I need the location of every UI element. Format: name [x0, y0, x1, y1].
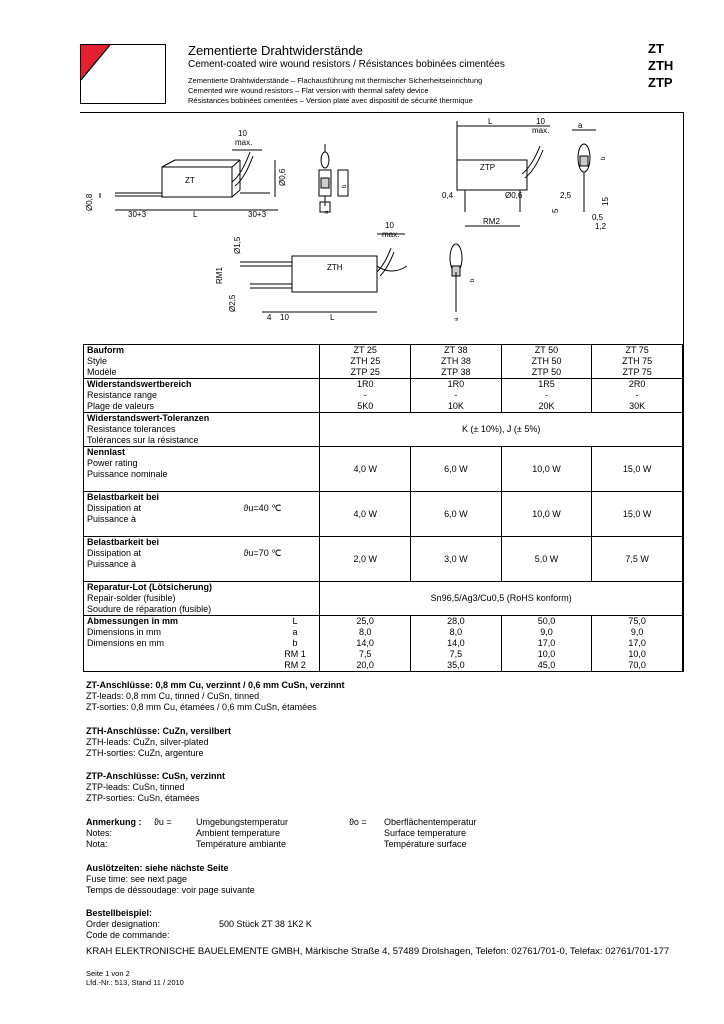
diss40-col-2: 6,0 W [411, 492, 502, 537]
dims-col-4: 75,0 9,0 17,0 10,0 70,0 [592, 616, 683, 672]
diss70-col-3: 5,0 W [501, 537, 592, 582]
tolerance-label: Widerstandswert-Toleranzen Resistance tolerances Tolérances sur la résistance [84, 413, 320, 447]
diss40-label: Belastbarkeit bei Dissipation at ϑu=40 ℃ Puissance à [84, 492, 320, 537]
description-fr: Résistances bobinées cimentées – Version plate avec dispositif de sécurité thermique [188, 96, 473, 105]
ztp-d7: 1,2 [595, 222, 607, 231]
range-col-4: 2R0 - 30K [592, 379, 683, 413]
code-zth: ZTH [648, 58, 674, 73]
description-de: Zementierte Drahtwiderstände – Flachausführung mit thermischer Sicherheitseinrichtung [188, 76, 483, 85]
zt-len-label: L [193, 210, 198, 219]
diss70-label: Belastbarkeit bei Dissipation at ϑu=70 ℃ Puissance à [84, 537, 320, 582]
power-label: Nennlast Power rating Puissance nominale [84, 447, 320, 492]
ztp-b-label: b [601, 156, 607, 160]
ztp-rm-label: RM2 [483, 217, 500, 226]
dims-label: Abmessungen in mm Dimensions in mm Dimensions en mm L a b RM 1 RM 2 [84, 616, 320, 672]
dims-keys: L a b RM 1 RM 2 [284, 616, 306, 670]
table-row-diss70 [84, 537, 683, 582]
code-zt: ZT [648, 41, 664, 56]
code-ztp: ZTP [648, 75, 673, 90]
zth-a-label: a [454, 317, 460, 321]
diss70-col-1: 2,0 W [320, 537, 411, 582]
table-row-diss40 [84, 492, 683, 537]
range-col-2: 1R0 - 10K [411, 379, 502, 413]
ztp-d6: 0,5 [592, 213, 604, 222]
style-label [84, 345, 320, 379]
krah-logo [80, 44, 166, 104]
ztp-d3: 2,5 [560, 191, 572, 200]
style-col-4: ZT 75 ZTH 75 ZTP 75 [592, 345, 683, 379]
ztp-body-label: ZTP [480, 163, 496, 172]
ztp-a-label: a [578, 121, 583, 130]
order-note: Bestellbeispiel: Order designation: 500 Stück ZT 38 1K2 K Code de commande: [86, 908, 312, 940]
ztp-top-dim: 10 [536, 117, 545, 126]
zt-dia-label: Ø0,8 [85, 193, 94, 211]
zth-d3: 4 [267, 313, 272, 322]
zth-b-label: b [470, 278, 476, 282]
ztp-d4: 5 [551, 208, 560, 213]
remark-o-text: Oberflächentemperatur Surface temperature Température surface [384, 817, 477, 849]
ztp-d1: 0,4 [442, 191, 454, 200]
header-rule [80, 112, 684, 113]
zth-top-dim: 10 [385, 221, 394, 230]
table-row-dimensions [84, 616, 683, 672]
table-row-style [84, 345, 683, 379]
ztp-leads-note: ZTP-Anschlüsse: CuSn, verzinnt ZTP-leads: CuSn, tinned ZTP-sorties: CuSn, étamées [86, 771, 226, 803]
zth-top-max: max. [382, 230, 400, 239]
ztp-top-max: max. [532, 126, 550, 135]
style-col-1: ZT 25 ZTH 25 ZTP 25 [320, 345, 411, 379]
zt-lead-left: 30+3 [128, 210, 147, 219]
dims-col-1: 25,0 8,0 14,0 7,5 20,0 [320, 616, 411, 672]
technical-drawings [80, 116, 684, 332]
table-row-power [84, 447, 683, 492]
zth-leads-note: ZTH-Anschlüsse: CuZn, versilbert ZTH-leads: CuZn, silver-plated ZTH-sorties: CuZn, argenture [86, 726, 232, 758]
zth-body-label: ZTH [327, 263, 343, 272]
zth-d2: Ø2,5 [228, 294, 237, 312]
zt-leads-note: ZT-Anschlüsse: 0,8 mm Cu, verzinnt / 0,6 mm CuSn, verzinnt ZT-leads: 0,8 mm Cu, tinned / CuSn, tinned ZT-sorties: 0,8 mm Cu, étamées / 0,6 mm CuSn, étamées [86, 680, 345, 712]
ztp-d2: Ø0,6 [505, 191, 523, 200]
table-row-tolerance [84, 413, 683, 447]
diss70-col-4: 7,5 W [592, 537, 683, 582]
product-codes [648, 40, 673, 91]
style-en: Style [87, 356, 108, 366]
solder-value: Sn96,5/Ag3/Cu0,5 (RoHS konform) [320, 582, 683, 616]
fuse-note: Auslötzeiten: siehe nächste Seite Fuse time: see next page Temps de déssoudage: voir page suivante [86, 863, 255, 895]
zt-top-dim: 10 [238, 129, 247, 138]
zt-top-max: max. [235, 138, 253, 147]
zth-d1: Ø1,5 [233, 236, 242, 254]
power-col-1: 4,0 W [320, 447, 411, 492]
table-row-range [84, 379, 683, 413]
zt-height-label: Ø0,6 [278, 168, 287, 186]
spec-table [83, 344, 683, 672]
range-label: Widerstandswertbereich Resistance range Plage de valeurs [84, 379, 320, 413]
remark-labels: Anmerkung : Notes: Nota: [86, 817, 142, 849]
style-fr: Modèle [87, 367, 117, 377]
diss70-col-2: 3,0 W [411, 537, 502, 582]
solder-label: Reparatur-Lot (Lötsicherung) Repair-solder (fusible) Soudure de réparation (fusible) [84, 582, 320, 616]
diss40-col-4: 15,0 W [592, 492, 683, 537]
ztp-drawing [442, 117, 610, 231]
power-col-4: 15,0 W [592, 447, 683, 492]
diss40-col-3: 10,0 W [501, 492, 592, 537]
zt-body-label: ZT [185, 176, 195, 185]
page-footer: Seite 1 von 2 Lfd.-Nr.: 513, Stand 11 / 2010 [86, 969, 184, 987]
company-footer: KRAH ELEKTRONISCHE BAUELEMENTE GMBH, Märkische Straße 4, 57489 Drolshagen, Telefon: 02761/701-0, Telefax: 02761/701-177 [86, 946, 670, 957]
zt-drawing [85, 129, 348, 219]
power-col-3: 10,0 W [501, 447, 592, 492]
description-en: Cemented wire wound resistors – Flat version with thermal safety device [188, 86, 429, 95]
tolerance-value: K (± 10%), J (± 5%) [320, 413, 683, 447]
table-row-solder [84, 582, 683, 616]
zth-drawing [215, 221, 476, 322]
zt-lead-right: 30+3 [248, 210, 267, 219]
remark-sym-o: ϑo = [349, 817, 367, 827]
style-col-3: ZT 50 ZTH 50 ZTP 50 [501, 345, 592, 379]
zt-b-label: b [342, 184, 348, 188]
style-col-2: ZT 38 ZTH 38 ZTP 38 [411, 345, 502, 379]
zth-rm-label: RM1 [215, 267, 224, 284]
dims-col-2: 28,0 8,0 14,0 7,5 35,0 [411, 616, 502, 672]
page-subtitle: Cement-coated wire wound resistors / Résistances bobinées cimentées [188, 59, 505, 70]
power-col-2: 6,0 W [411, 447, 502, 492]
ztp-len-label: L [488, 117, 493, 126]
page-title: Zementierte Drahtwiderstände [188, 43, 363, 58]
zth-d4: 10 [280, 313, 289, 322]
range-col-1: 1R0 - 5K0 [320, 379, 411, 413]
remark-sym-u: ϑu = [154, 817, 172, 827]
zth-len-label: L [330, 313, 335, 322]
range-col-3: 1R5 - 20K [501, 379, 592, 413]
zt-a-label: a [324, 210, 330, 214]
remark-u-text: Umgebungstemperatur Ambient temperature Température ambiante [196, 817, 289, 849]
diss40-col-1: 4,0 W [320, 492, 411, 537]
dims-col-3: 50,0 9,0 17,0 10,0 45,0 [501, 616, 592, 672]
style-de: Bauform [87, 345, 125, 355]
ztp-d5: 15 [601, 197, 610, 206]
